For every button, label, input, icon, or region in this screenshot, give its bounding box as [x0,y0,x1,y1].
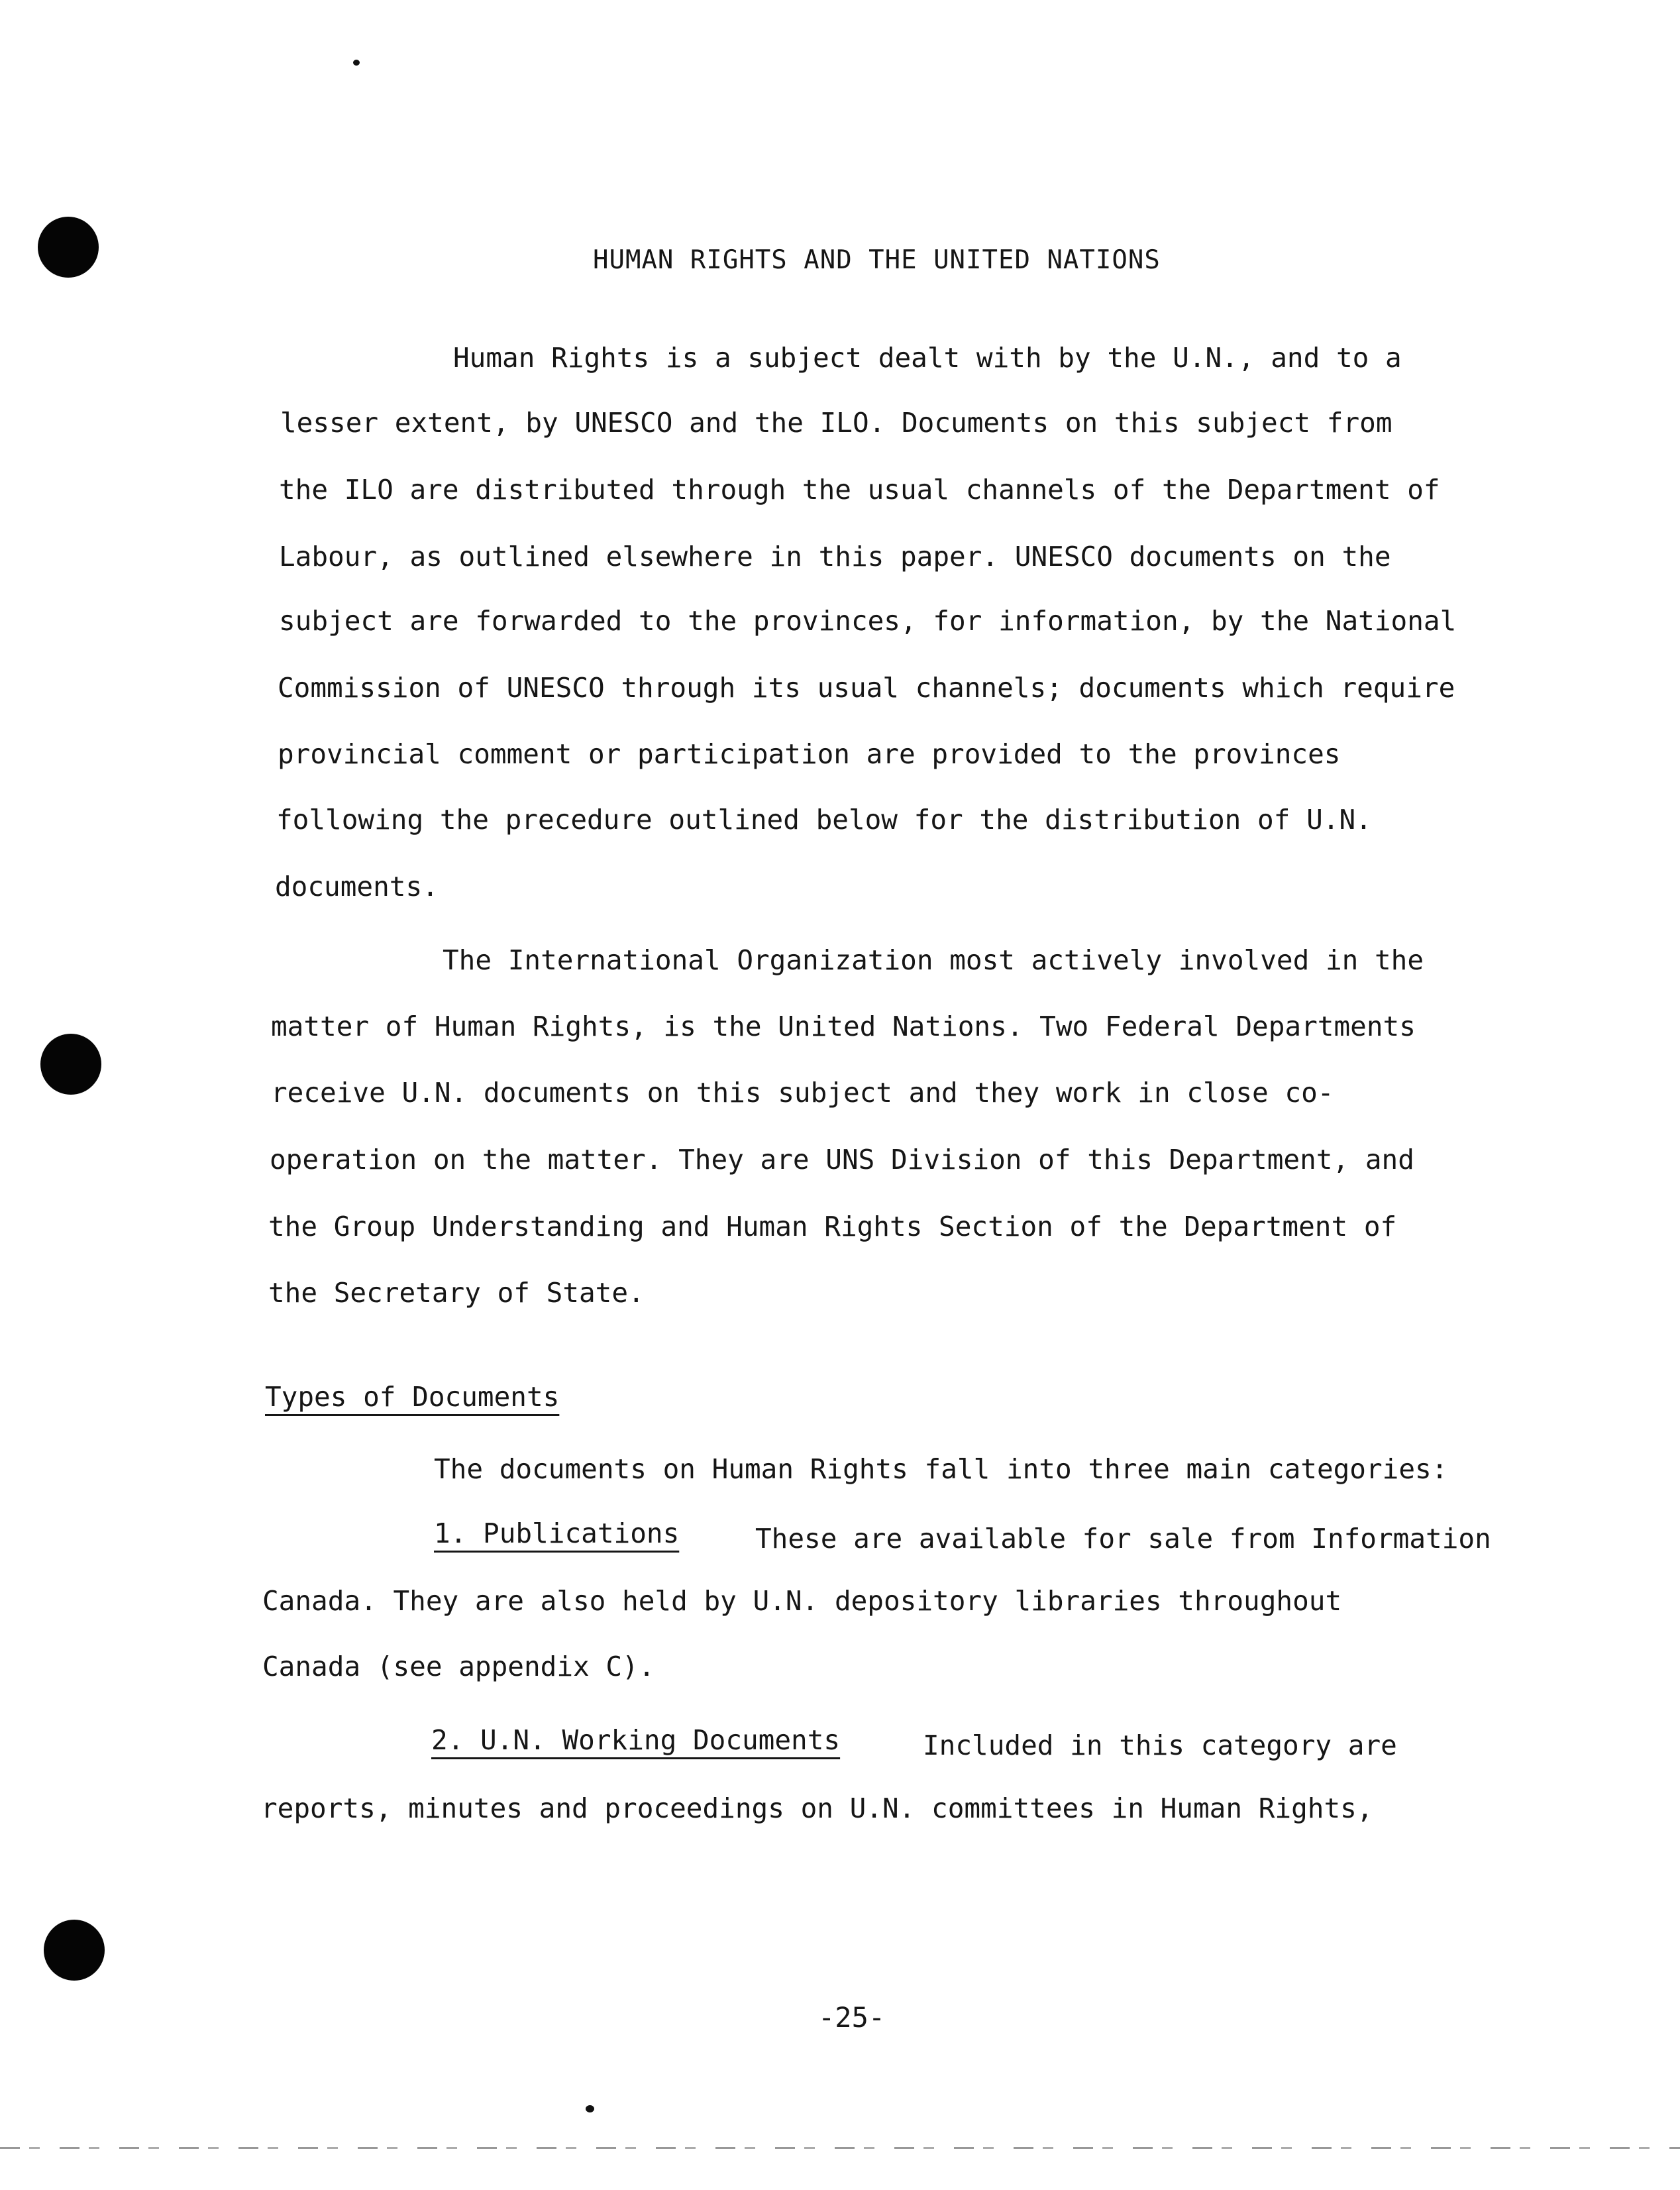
page-title: HUMAN RIGHTS AND THE UNITED NATIONS [593,245,1161,275]
punch-hole-top [38,217,99,278]
page-number: -25- [818,2001,886,2034]
body-line: Canada (see appendix C). [262,1651,655,1682]
scan-edge-artifact [0,2147,1680,2149]
body-line: Included in this category are [923,1729,1397,1761]
body-line: Commission of UNESCO through its usual channels; documents which require [278,672,1455,704]
item-label: 2. U.N. Working Documents [431,1724,841,1756]
body-line: the Secretary of State. [268,1277,645,1309]
body-line: The International Organization most actively involved in the [443,944,1424,976]
body-line: operation on the matter. They are UNS Division of this Department, and [270,1144,1414,1176]
scan-speck [353,60,360,66]
body-line: reports, minutes and proceedings on U.N. committees in Human Rights, [261,1792,1373,1824]
scan-speck [586,2105,594,2112]
body-line: The documents on Human Rights fall into three main categories: [434,1453,1448,1485]
body-line: Canada. They are also held by U.N. depository libraries throughout [262,1585,1342,1617]
section-heading: Types of Documents [265,1381,560,1413]
item-label: 1. Publications [434,1517,680,1549]
body-line: matter of Human Rights, is the United Nations. Two Federal Departments [271,1011,1416,1042]
body-line: receive U.N. documents on this subject and they work in close co- [271,1077,1334,1109]
body-line: documents. [275,871,439,903]
punch-hole-middle [40,1034,101,1095]
body-line: the ILO are distributed through the usual channels of the Department of [279,474,1440,506]
body-line: the Group Understanding and Human Rights Section of the Department of [268,1211,1397,1242]
body-line: Labour, as outlined elsewhere in this paper. UNESCO documents on the [279,541,1391,573]
body-line: Human Rights is a subject dealt with by the U.N., and to a [453,342,1402,374]
body-line: These are available for sale from Information [755,1523,1491,1555]
body-line: provincial comment or participation are provided to the provinces [278,738,1341,770]
body-line: following the precedure outlined below for the distribution of U.N. [276,804,1372,836]
body-line: subject are forwarded to the provinces, for information, by the National [279,605,1457,637]
body-line: lesser extent, by UNESCO and the ILO. Documents on this subject from [280,407,1392,439]
punch-hole-bottom [44,1920,105,1981]
